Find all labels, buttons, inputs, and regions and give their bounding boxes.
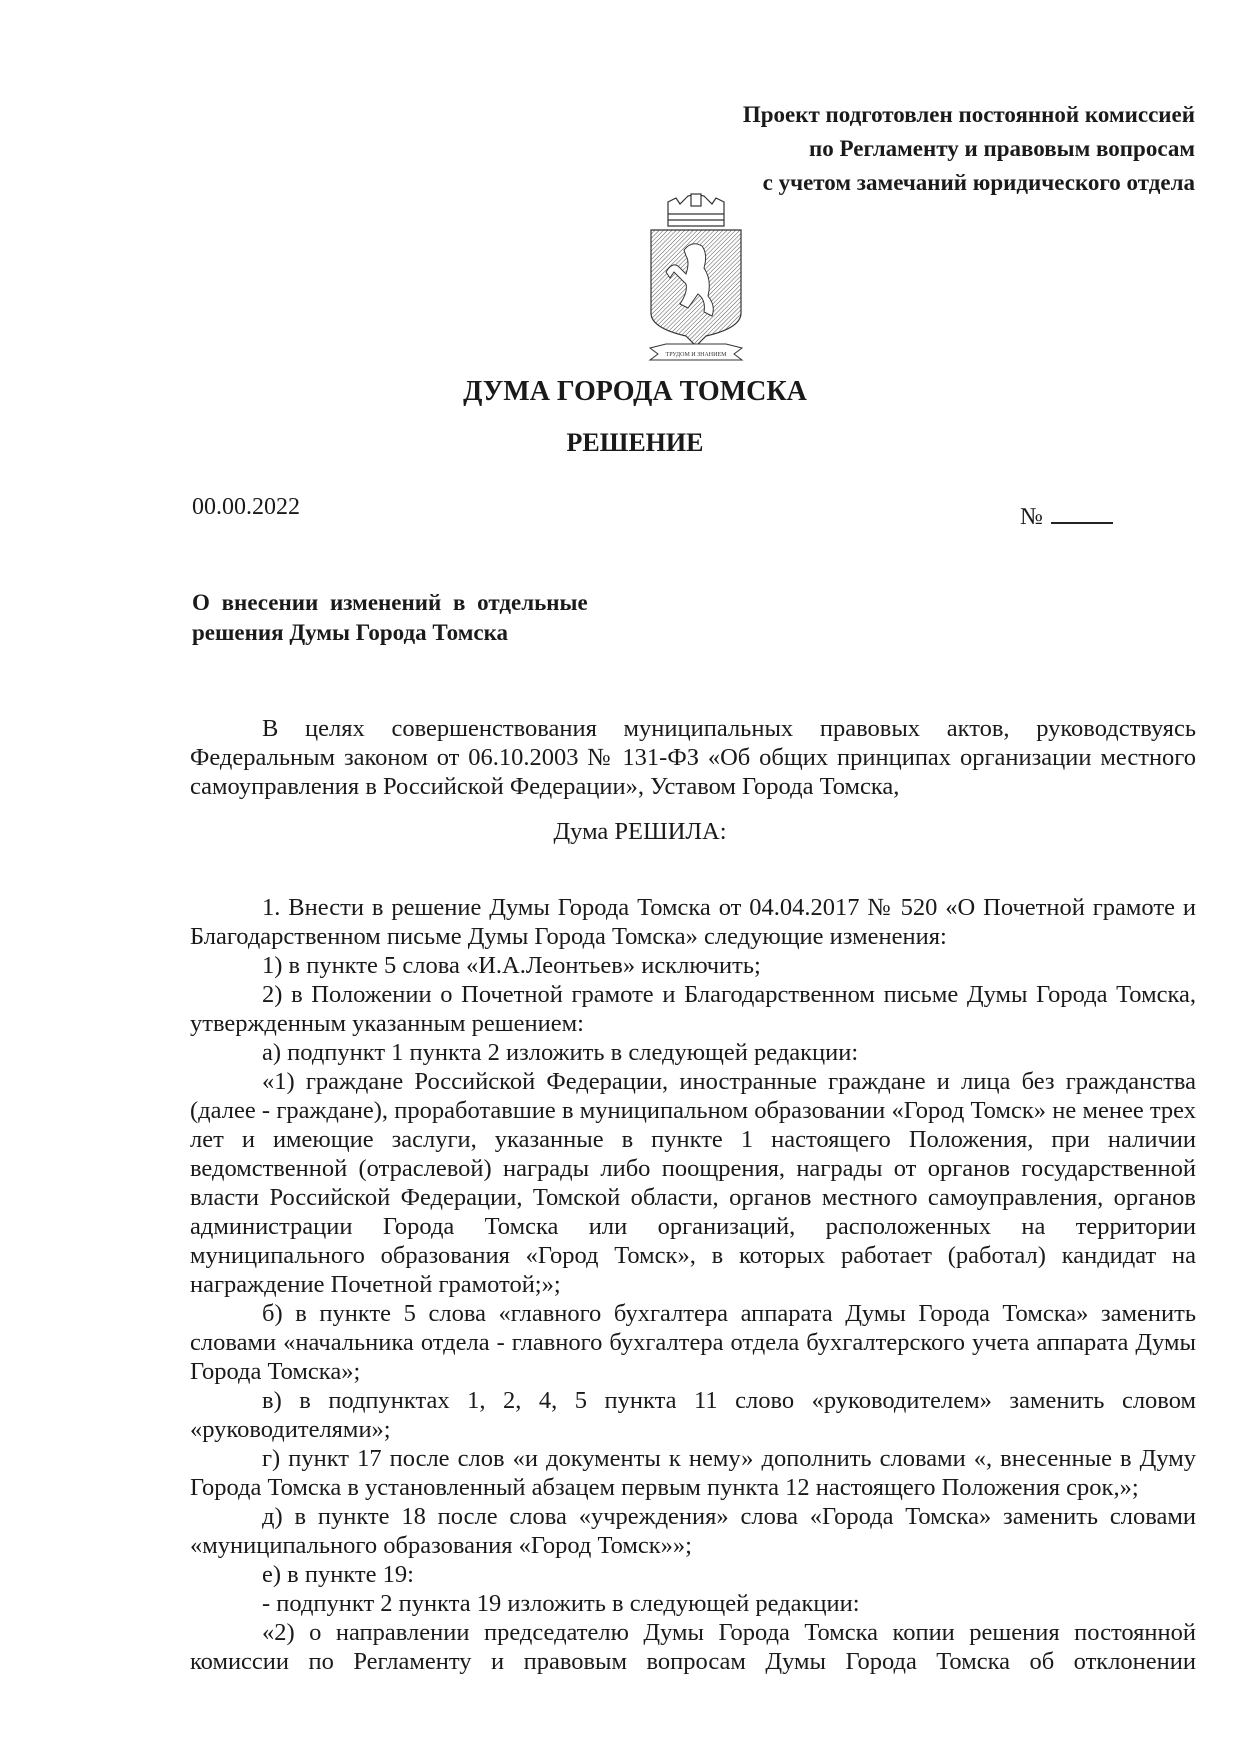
subject-line: решения Думы Города Томска (192, 620, 508, 645)
org-title: ДУМА ГОРОДА ТОМСКА (463, 376, 807, 407)
header-note-line: по Регламенту и правовым вопросам (808, 136, 1195, 161)
paragraph: - подпункт 2 пункта 19 изложить в следующей редакции: (262, 1590, 860, 1617)
paragraph: «1) граждане Российской Федерации, иностранные граждане и лица без гражданства (далее - граждане), проработавшие в муниципальном образовании «Город Томск» не менее трех лет и имеющие заслуги, указанные в пункте 1 настоящего Положения, при наличии ведомственной (отраслевой) награды либо поощрения, награды от органов государственной власти Российской Федерации, Томской области, органов местного самоуправления, органов администрации Города Томска или организаций, расположенных на территории муниципального образования «Город Томск», в которых работает (работал) кандидат на награждение Почетной грамотой;»; (190, 1068, 1196, 1298)
paragraph: 1) в пункте 5 слова «И.А.Леонтьев» исключить; (262, 952, 761, 979)
paragraph: 1. Внести в решение Думы Города Томска от 04.04.2017 № 520 «О Почетной грамоте и Благодарственном письме Думы Города Томска» следующие изменения: (190, 894, 1196, 950)
header-note-line: Проект подготовлен постоянной комиссией (742, 102, 1195, 127)
paragraph: г) пункт 17 после слов «и документы к нему» дополнить словами «, внесенные в Думу Города Томска в установленный абзацем первым пункта 12 настоящего Положения срок,»; (190, 1445, 1196, 1501)
paragraph: в) в подпунктах 1, 2, 4, 5 пункта 11 слово «руководителем» заменить словом «руководителями»; (190, 1387, 1196, 1443)
svg-text:ТРУДОМ И ЗНАНИЕМ: ТРУДОМ И ЗНАНИЕМ (665, 352, 727, 358)
paragraph: «2) о направлении председателю Думы Города Томска копии решения постоянной комиссии по Регламенту и правовым вопросам Думы Города Томска об отклонении (190, 1619, 1196, 1675)
decision-subject (192, 588, 652, 648)
tomsk-coat-of-arms-icon (646, 188, 746, 366)
decision-date: 00.00.2022 (192, 494, 300, 520)
number-label: № (1020, 504, 1043, 530)
paragraph: а) подпункт 1 пункта 2 изложить в следующей редакции: (262, 1039, 859, 1066)
header-note-line: с учетом замечаний юридического отдела (762, 170, 1195, 195)
decision-number (1020, 502, 1113, 531)
subject-line: О внесении изменений в отдельные (192, 590, 588, 615)
paragraph: б) в пункте 5 слова «главного бухгалтера аппарата Думы Города Томска» заменить словами «начальника отдела - главного бухгалтера отдела бухгалтерского учета аппарата Думы Города Томска»; (190, 1300, 1196, 1385)
doc-type: РЕШЕНИЕ (566, 428, 704, 457)
resolved-heading: Дума РЕШИЛА: (553, 818, 727, 845)
paragraph: 2) в Положении о Почетной грамоте и Благодарственном письме Думы Города Томска, утвержденным указанным решением: (190, 981, 1196, 1037)
decision-items (190, 893, 1196, 1676)
header-note (743, 98, 1195, 200)
number-blank (1051, 502, 1113, 524)
paragraph: е) в пункте 19: (262, 1561, 414, 1588)
paragraph: д) в пункте 18 после слова «учреждения» слова «Города Томска» заменить словами «муниципального образования «Город Томск»»; (190, 1503, 1196, 1559)
preamble (190, 714, 1196, 801)
preamble-text: В целях совершенствования муниципальных правовых актов, руководствуясь Федеральным законом от 06.10.2003 № 131-ФЗ «Об общих принципах организации местного самоуправления в Российской Федерации», Уставом Города Томска, (190, 715, 1196, 800)
